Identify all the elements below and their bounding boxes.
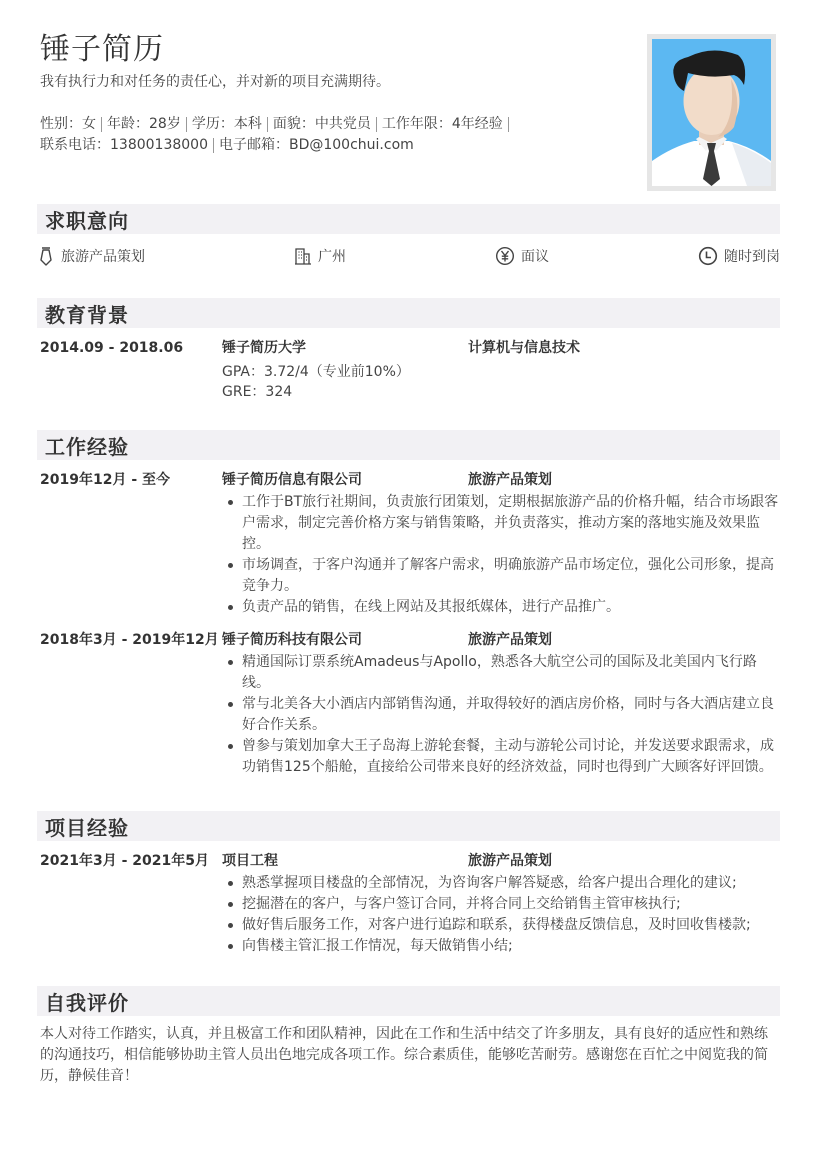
- education-details: [222, 338, 780, 402]
- work-bullets: [222, 652, 780, 778]
- building-icon: [294, 247, 312, 265]
- work-details: [222, 470, 780, 618]
- work-entry: [37, 630, 780, 778]
- info-age: 年龄：28岁: [107, 116, 181, 132]
- info-work-years: 工作年限：4年经验: [381, 116, 503, 132]
- info-education: 学历：本科: [191, 116, 262, 132]
- section-self-evaluation: [37, 986, 780, 1087]
- list-item: 挖掘潜在的客户，与客户签订合同，并将合同上交给销售主管审核执行;: [222, 894, 780, 915]
- list-item: 市场调查，于客户沟通并了解客户需求，明确旅游产品市场定位，强化公司形象，提高竞争力。: [222, 555, 780, 597]
- divider: [101, 117, 102, 132]
- divider: [267, 117, 268, 132]
- list-item: 负责产品的销售，在线上网站及其报纸媒体，进行产品推广。: [222, 597, 780, 618]
- work-entry: [37, 470, 780, 618]
- divider: [186, 117, 187, 132]
- tie-icon: [37, 246, 55, 266]
- work-head: [222, 630, 780, 650]
- list-item: 熟悉掌握项目楼盘的全部情况，为咨询客户解答疑惑，给客户提出合理化的建议;: [222, 873, 780, 894]
- intent-availability-label: 随时到岗: [724, 249, 780, 265]
- work-date: 2018年3月 - 2019年12月: [40, 632, 219, 648]
- section-header: [37, 986, 780, 1016]
- profile-photo: [647, 34, 776, 191]
- education-entry: [37, 338, 780, 402]
- basic-info: [40, 114, 630, 156]
- resume-header: [40, 30, 630, 156]
- project-role: 旅游产品策划: [468, 853, 552, 869]
- intent-availability: [698, 246, 780, 266]
- project-details: [222, 851, 780, 957]
- section-header: [37, 204, 780, 234]
- work-date: 2019年12月 - 至今: [40, 472, 171, 488]
- project-head: [222, 851, 780, 871]
- info-political-status: 面貌：中共党员: [272, 116, 371, 132]
- section-header: [37, 811, 780, 841]
- education-gpa: GPA：3.72/4（专业前10%）: [222, 364, 410, 380]
- project-name: 项目工程: [222, 853, 278, 869]
- info-gender: 性别：女: [40, 116, 96, 132]
- intent-position: [37, 246, 145, 266]
- section-work-experience: [37, 430, 780, 778]
- candidate-slogan: 我有执行力和对任务的责任心，并对新的项目充满期待。: [40, 74, 390, 90]
- info-phone: 联系电话：13800138000: [40, 137, 208, 153]
- section-title: 工作经验: [45, 434, 129, 459]
- clock-icon: [698, 246, 718, 266]
- candidate-name: 锤子简历: [40, 32, 164, 67]
- list-item: 做好售后服务工作，对客户进行追踪和联系，获得楼盘反馈信息，及时回收售楼款;: [222, 915, 780, 936]
- list-item: 工作于BT旅行社期间，负责旅行团策划，定期根据旅游产品的价格升幅，结合市场跟客户需求，制定完善价格方案与销售策略，并负责落实，推动方案的落地实施及效果监控。: [222, 492, 780, 555]
- job-intent-row: [37, 246, 780, 266]
- education-head: [222, 338, 780, 358]
- intent-city-label: 广州: [318, 249, 346, 265]
- company-name: 锤子简历科技有限公司: [222, 632, 362, 648]
- self-evaluation-text: 本人对待工作踏实，认真，并且极富工作和团队精神，因此在工作和生活中结交了许多朋友，具有良好的适应性和熟练的沟通技巧，相信能够协助主管人员出色地完成各项工作。综合素质佳，能够吃苦耐劳。感谢您在百忙之中阅览我的简历，静候佳音！: [40, 1026, 768, 1084]
- section-project-experience: [37, 811, 780, 957]
- work-bullets: [222, 492, 780, 618]
- education-gre: GRE：324: [222, 384, 293, 400]
- section-education: [37, 298, 780, 402]
- section-title: 项目经验: [45, 815, 129, 840]
- job-role: 旅游产品策划: [468, 632, 552, 648]
- intent-salary: [495, 246, 549, 266]
- project-entry: [37, 851, 780, 957]
- intent-position-label: 旅游产品策划: [61, 249, 145, 265]
- intent-city: [294, 246, 346, 266]
- list-item: 向售楼主管汇报工作情况，每天做销售小结;: [222, 936, 780, 957]
- basic-info-row-2: [40, 135, 630, 156]
- list-item: 精通国际订票系统Amadeus与Apollo，熟悉各大航空公司的国际及北美国内飞行路线。: [222, 652, 780, 694]
- section-header: [37, 298, 780, 328]
- education-date: 2014.09 - 2018.06: [40, 340, 184, 356]
- divider: [213, 138, 214, 153]
- school-name: 锤子简历大学: [222, 340, 306, 356]
- section-title: 求职意向: [45, 208, 129, 233]
- major-name: 计算机与信息技术: [468, 340, 580, 356]
- avatar-male-icon: [652, 39, 771, 186]
- yen-icon: [495, 246, 515, 266]
- section-title: 教育背景: [45, 302, 129, 327]
- section-header: [37, 430, 780, 460]
- intent-salary-label: 面议: [521, 249, 549, 265]
- divider: [508, 117, 509, 132]
- list-item: 曾参与策划加拿大王子岛海上游轮套餐，主动与游轮公司讨论，并发送要求跟需求，成功销售125个船舱，直接给公司带来良好的经济效益，同时也得到广大顾客好评回馈。: [222, 736, 780, 778]
- list-item: 常与北美各大小酒店内部销售沟通，并取得较好的酒店房价格，同时与各大酒店建立良好合作关系。: [222, 694, 780, 736]
- section-title: 自我评价: [45, 990, 129, 1015]
- company-name: 锤子简历信息有限公司: [222, 472, 362, 488]
- job-role: 旅游产品策划: [468, 472, 552, 488]
- divider: [376, 117, 377, 132]
- project-date: 2021年3月 - 2021年5月: [40, 853, 209, 869]
- work-details: [222, 630, 780, 778]
- section-job-intent: [37, 204, 780, 266]
- work-head: [222, 470, 780, 490]
- basic-info-row-1: [40, 114, 630, 135]
- project-bullets: [222, 873, 780, 957]
- info-email: 电子邮箱：BD@100chui.com: [218, 137, 414, 153]
